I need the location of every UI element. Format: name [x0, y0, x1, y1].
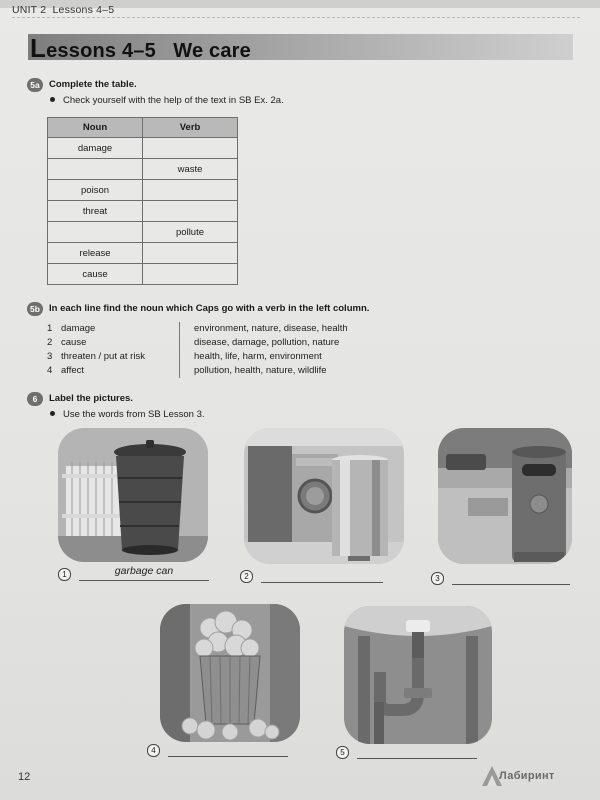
brand-watermark: Лабиринт [499, 770, 555, 782]
verb-cell[interactable] [143, 180, 238, 201]
item-nouns[interactable]: health, life, harm, environment [179, 350, 322, 364]
noun-cell[interactable]: threat [48, 201, 143, 222]
answer-line[interactable] [168, 745, 288, 757]
table-header-row [48, 118, 238, 138]
answer-line[interactable] [79, 565, 209, 581]
noun-cell[interactable]: cause [48, 264, 143, 285]
table-header-verb: Verb [143, 118, 238, 138]
item-number: 1 [47, 323, 53, 334]
noun-cell[interactable]: damage [48, 138, 143, 159]
exercise-5b-title: In each line find the noun which Caps go with a verb in the left column. [49, 303, 370, 314]
drain-pipe-illustration [344, 606, 492, 744]
list-item [47, 322, 348, 336]
table-row [48, 159, 238, 180]
noun-cell[interactable]: release [48, 243, 143, 264]
photo-pedal-bin [244, 428, 404, 564]
item-verb: damage [61, 323, 96, 334]
label-number: 5 [336, 746, 349, 759]
title-rest: essons 4–5 [46, 40, 156, 62]
lessons-label: Lessons 4–5 [52, 4, 115, 16]
photo-drain-pipe [344, 606, 492, 744]
exercise-5a-instruction-text: Check yourself with the help of the text in SB Ex. 2a. [63, 95, 284, 106]
item-nouns[interactable]: environment, nature, disease, health [179, 322, 348, 336]
photo-wastepaper-basket [160, 604, 300, 742]
verb-cell[interactable] [143, 243, 238, 264]
list-item [47, 336, 348, 350]
exercise-5b-badge: 5b [27, 302, 43, 316]
table-row [48, 180, 238, 201]
noun-cell[interactable] [48, 159, 143, 180]
label-number: 1 [58, 568, 71, 581]
page-number: 12 [18, 771, 31, 783]
item-number: 3 [47, 351, 53, 362]
item-verb: threaten / put at risk [61, 351, 145, 362]
pedal-bin-illustration [244, 428, 404, 564]
title-subtitle: We care [173, 40, 251, 62]
verb-cell[interactable] [143, 264, 238, 285]
item-number: 2 [47, 337, 53, 348]
bullet-icon [50, 411, 55, 416]
answer-line[interactable] [452, 573, 570, 585]
list-item [47, 364, 348, 378]
label-3 [431, 572, 570, 585]
exercise-6-title: Label the pictures. [49, 393, 133, 404]
verb-cell[interactable]: waste [143, 159, 238, 180]
noun-cell[interactable]: poison [48, 180, 143, 201]
noun-cell[interactable] [48, 222, 143, 243]
answer-text: garbage can [114, 565, 174, 577]
table-row [48, 264, 238, 285]
unit-header [12, 4, 114, 16]
exercise-5a-instruction [50, 95, 284, 106]
photo-garbage-can [58, 428, 208, 562]
answer-line[interactable] [261, 571, 383, 583]
item-verb: affect [61, 365, 85, 376]
garbage-can-illustration [58, 428, 208, 562]
label-number: 4 [147, 744, 160, 757]
collocation-list [47, 322, 348, 378]
table-row [48, 243, 238, 264]
exercise-6-instruction-text: Use the words from SB Lesson 3. [63, 409, 205, 420]
verb-cell[interactable] [143, 138, 238, 159]
label-1 [58, 565, 209, 581]
answer-line[interactable] [357, 747, 477, 759]
exercise-6-instruction [50, 409, 205, 420]
label-number: 2 [240, 570, 253, 583]
page-title [30, 33, 251, 64]
table-row [48, 222, 238, 243]
exercise-5a-badge: 5a [27, 78, 43, 92]
table-header-noun: Noun [48, 118, 143, 138]
header-rule [12, 17, 580, 18]
label-number: 3 [431, 572, 444, 585]
item-verb: cause [61, 337, 87, 348]
verb-cell[interactable] [143, 201, 238, 222]
unit-label: UNIT 2 [12, 4, 47, 16]
photo-litter-bin [438, 428, 572, 564]
table-row [48, 138, 238, 159]
bullet-icon [50, 97, 55, 102]
item-nouns[interactable]: pollution, health, nature, wildlife [179, 364, 327, 378]
exercise-5a-title: Complete the table. [49, 79, 137, 90]
exercise-6-badge: 6 [27, 392, 43, 406]
noun-verb-table [47, 117, 238, 285]
wastepaper-basket-illustration [160, 604, 300, 742]
label-5 [336, 746, 477, 759]
title-first-letter: L [30, 33, 47, 63]
litter-bin-illustration [438, 428, 572, 564]
label-2 [240, 570, 383, 583]
item-nouns[interactable]: disease, damage, pollution, nature [179, 336, 339, 350]
label-4 [147, 744, 288, 757]
item-number: 4 [47, 365, 53, 376]
table-row [48, 201, 238, 222]
verb-cell[interactable]: pollute [143, 222, 238, 243]
list-item [47, 350, 348, 364]
